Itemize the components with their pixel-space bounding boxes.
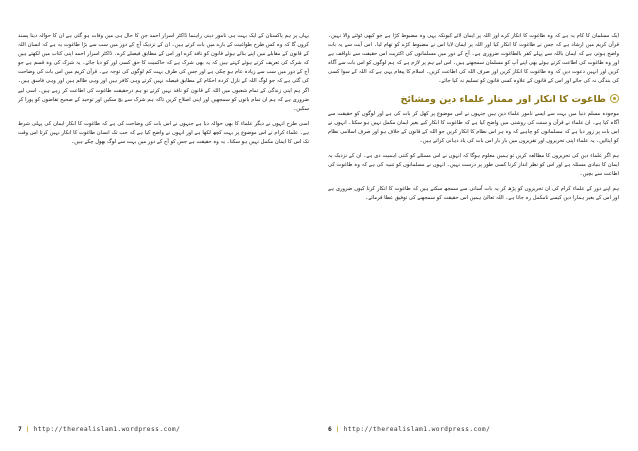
right-paragraph-1: ایک مسلمان کا کام یہ ہے کہ وہ طاغوت کا انکار کرے اور اللہ پر ایمان لائے کیونکہ یہی وہ مضبوط کڑا ہے جو کبھی ٹوٹنے والا نہیں۔ قرآن کریم میں ارشاد ہے کہ جس نے طاغوت کا انکار کیا اور اللہ پر ایمان لایا اس نے مضبوط کڑے کو تھام لیا۔ اس آیت سے یہ بات واضح ہوتی ہے کہ ایمان باللہ سے پہلے کفر بالطاغوت ضروری ہے۔ آج کے دور میں مسلمانوں کی اکثریت اس حقیقت سے ناواقف ہے اور وہ طاغوت کی اطاعت کرتے ہوئے بھی اپنے آپ کو مسلمان سمجھتے ہیں۔ اس لیے ہم پر لازم ہے کہ ہم لوگوں کو اس بات سے آگاہ کریں اور انہیں دعوت دیں کہ وہ طاغوت کا انکار کریں اور صرف اللہ کی اطاعت کریں۔ اسلام کا پیغام یہی ہے کہ اللہ کے سوا کسی کی بندگی نہ کی جائے اور اس کے قانون کے علاوہ کسی قانون کو تسلیم نہ کیا جائے۔ [328,33,619,85]
right-page-footer [328,424,619,436]
right-page-number: 6 [328,426,332,433]
right-page [328,22,619,436]
left-paragraph-2: اسی طرح انہوں نے دیگر علماء کا بھی حوالہ دیا ہے جنہوں نے اس بات کی وضاحت کی ہے کہ طاغوت کا انکار ایمان کی پہلی شرط ہے۔ علماء کرام نے اس موضوع پر بہت کچھ لکھا ہے اور انہوں نے واضح کیا ہے کہ جب تک انسان طاغوت کا انکار نہیں کرتا اس وقت تک اس کا ایمان مکمل نہیں ہو سکتا۔ یہ وہ حقیقت ہے جس کو آج کے دور میں بہت سے لوگ بھول چکے ہیں۔ [18,120,309,146]
right-page-body [328,32,619,204]
left-page [18,22,309,436]
footer-separator: | [335,426,340,433]
footer-separator: | [25,426,30,433]
left-page-body [18,32,309,147]
right-paragraph-3: ہم اگر علماء دین کی تحریروں کا مطالعہ کریں تو ہمیں معلوم ہوگا کہ انہوں نے اس مسئلے کو کتنی اہمیت دی ہے۔ ان کے نزدیک یہ ایمان کا بنیادی مسئلہ ہے اور اس کو نظر انداز کرنا کسی طور پر درست نہیں۔ انہوں نے مسلمانوں کو تنبیہ کی ہے کہ وہ طاغوت کی اطاعت سے بچیں۔ [328,153,619,178]
left-page-number: 7 [18,426,22,433]
right-paragraph-2: موجودہ مسلم دنیا میں بہت سے ایسے نامور علماء دین ہیں جنہوں نے اس موضوع پر کھل کر بات کی ہے اور لوگوں کو حقیقت سے آگاہ کیا ہے۔ ان علماء نے قرآن و سنت کی روشنی میں واضح کیا ہے کہ طاغوت کا انکار کیے بغیر ایمان مکمل نہیں ہو سکتا۔ انہوں نے اس بات پر زور دیا ہے کہ مسلمانوں کو چاہیے کہ وہ ہر اس نظام کا انکار کریں جو اللہ کے قانون کے خلاف ہو اور صرف اسلامی نظام کو اپنائیں۔ یہ علماء اپنی تحریروں اور تقریروں میں بار بار اس بات کی یاد دہانی کراتے ہیں۔ [328,110,619,144]
left-page-footer [18,424,309,436]
section-heading [328,95,619,104]
right-footer-url[interactable]: http://therealislam1.wordpress.com/ [343,426,491,433]
left-paragraph-1: یہاں پر ہم پاکستان کے ایک بہت ہی نامور دینی راہنما ڈاکٹر اسرار احمد جن کا حال ہی میں وفات ہو گئی ہے ان کا حوالہ دینا پسند کروں گا کہ وہ کس طرح طواغیت کے بارے میں بات کرتے ہیں۔ ان کے نزدیک آج کے دور میں سب سے بڑا طاغوت یہ ہے کہ انسان اللہ کے قانون کے مقابلے میں اپنے بنائے ہوئے قانون کو نافذ کرے اور اس کے مطابق فیصلے کرے۔ ڈاکٹر اسرار احمد اپنی کتاب میں لکھتے ہیں کہ شرک کی تعریف کرتے ہوئے کہتے ہیں کہ یہ بھی شرک ہے کہ حاکمیت کا حق کسی اور کو دیا جائے۔ یہ شرک کی وہ قسم ہے جو آج کے دور میں سب سے زیادہ عام ہو چکی ہے اور جس کی طرف بہت کم لوگوں کی توجہ ہے۔ قرآن کریم میں اس بات کی وضاحت کی گئی ہے کہ جو لوگ اللہ کے نازل کردہ احکام کے مطابق فیصلہ نہیں کرتے وہی کافر ہیں اور وہی ظالم ہیں اور وہی فاسق ہیں۔ اگر ہم اپنی زندگی کے تمام شعبوں میں اللہ کے قانون کو نافذ نہیں کرتے تو ہم درحقیقت طاغوت کی اطاعت کر رہے ہیں۔ اسی لیے ضروری ہے کہ ہم ان تمام باتوں کو سمجھیں اور اپنی اصلاح کریں تاکہ ہم شرک سے بچ سکیں اور توحید کے صحیح تقاضوں کو پورا کر سکیں۔ [18,33,309,112]
heading-bullet-icon [610,94,619,103]
section-heading-text: طاغوت کا انکار اور ممتاز علماء دین ومشائخ [400,93,606,105]
left-footer-url[interactable]: http://therealislam1.wordpress.com/ [33,426,181,433]
right-paragraph-4: ہم اپنے دور کے علماء کرام کی ان تحریروں کو پڑھ کر یہ بات آسانی سے سمجھ سکتے ہیں کہ طاغوت کا انکار کرنا کیوں ضروری ہے اور اس کے بغیر ہمارا دین کیسے نامکمل رہ جاتا ہے۔ اللہ تعالیٰ ہمیں اس حقیقت کو سمجھنے کی توفیق عطا فرمائے۔ [328,186,619,202]
